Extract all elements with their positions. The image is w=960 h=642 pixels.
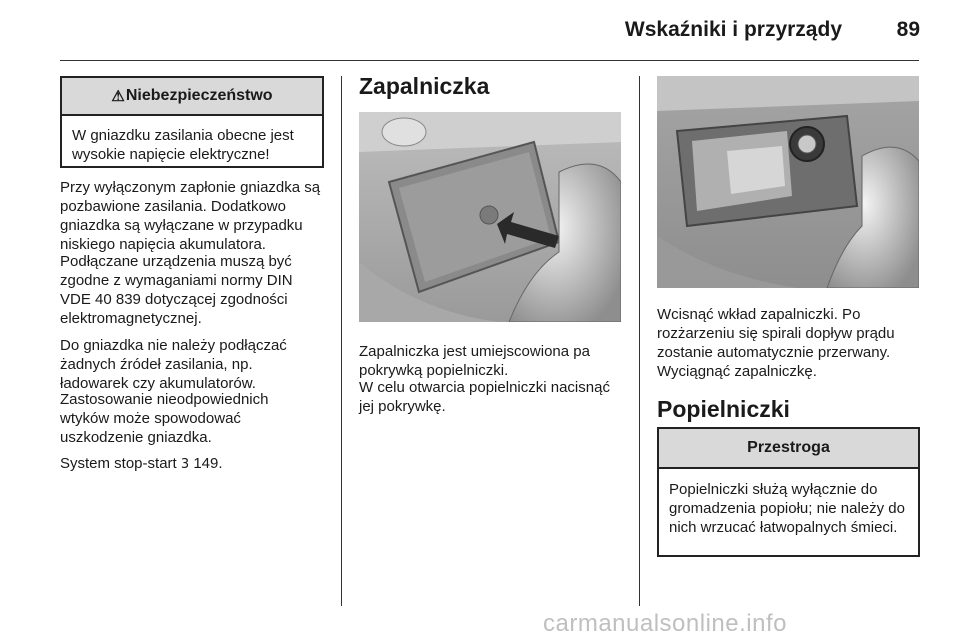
paragraph-lighter-location: Zapalniczka jest umiejscowiona pa pokrywką popielniczki.	[359, 343, 590, 379]
caution-box	[657, 427, 920, 557]
lighter-socket-photo	[657, 76, 919, 288]
page-header-title: Wskaźniki i przyrządy	[624, 18, 842, 41]
page-number: 89	[896, 18, 920, 41]
caution-box-text: Popielniczki służą wyłącznie do gromadzenia popiołu; nie należy do nich wrzucać łatwopalnych śmieci.	[669, 481, 905, 536]
heading-lighter: Zapalniczka	[359, 73, 490, 99]
reference-arrow-icon: 3	[180, 457, 190, 472]
danger-box-text: W gniazdku zasilania obecne jest wysokie napięcie elektryczne!	[72, 127, 294, 163]
reference-text: System stop-start	[60, 455, 177, 472]
header-rule	[60, 60, 919, 61]
paragraph-power-off: Przy wyłączonym zapłonie gniazdka są pozbawione zasilania. Dodatkowo gniazdka są wyłączane w przypadku niskiego napięcia akumulatora.	[60, 179, 321, 253]
watermark-text: carmanualsonline.info	[543, 610, 787, 637]
paragraph-press-lighter: Wcisnąć wkład zapalniczki. Po rozżarzeniu się spirali dopływ prądu zostanie automatycznie przerwany. Wyciągnąć zapalniczkę.	[657, 306, 895, 380]
reference-stop-start	[60, 454, 320, 474]
column-divider-left	[341, 76, 342, 606]
paragraph-din-standard: Podłączane urządzenia muszą być zgodne z wymaganiami normy DIN VDE 40 839 dotyczącej zgodności elektromagnetycznej.	[60, 253, 293, 327]
warning-triangle-icon: ⚠	[111, 88, 125, 105]
heading-ashtrays: Popielniczki	[657, 396, 790, 422]
paragraph-no-power-sources: Do gniazdka nie należy podłączać żadnych źródeł zasilania, np. ładowarek czy akumulatorów.	[60, 337, 287, 392]
caution-box-header: Przestroga	[659, 429, 918, 469]
reference-page: 149.	[193, 455, 223, 472]
paragraph-open-ashtray: W celu otwarcia popielniczki nacisnąć jej pokrywkę.	[359, 379, 610, 415]
paragraph-plugs: Zastosowanie nieodpowiednich wtyków może spowodować uszkodzenie gniazdka.	[60, 391, 269, 446]
danger-box-header	[62, 78, 322, 116]
danger-box-title: Niebezpieczeństwo	[125, 87, 273, 104]
column-divider-right	[639, 76, 640, 606]
lighter-cover-photo	[359, 112, 621, 322]
danger-warning-box	[60, 76, 324, 168]
